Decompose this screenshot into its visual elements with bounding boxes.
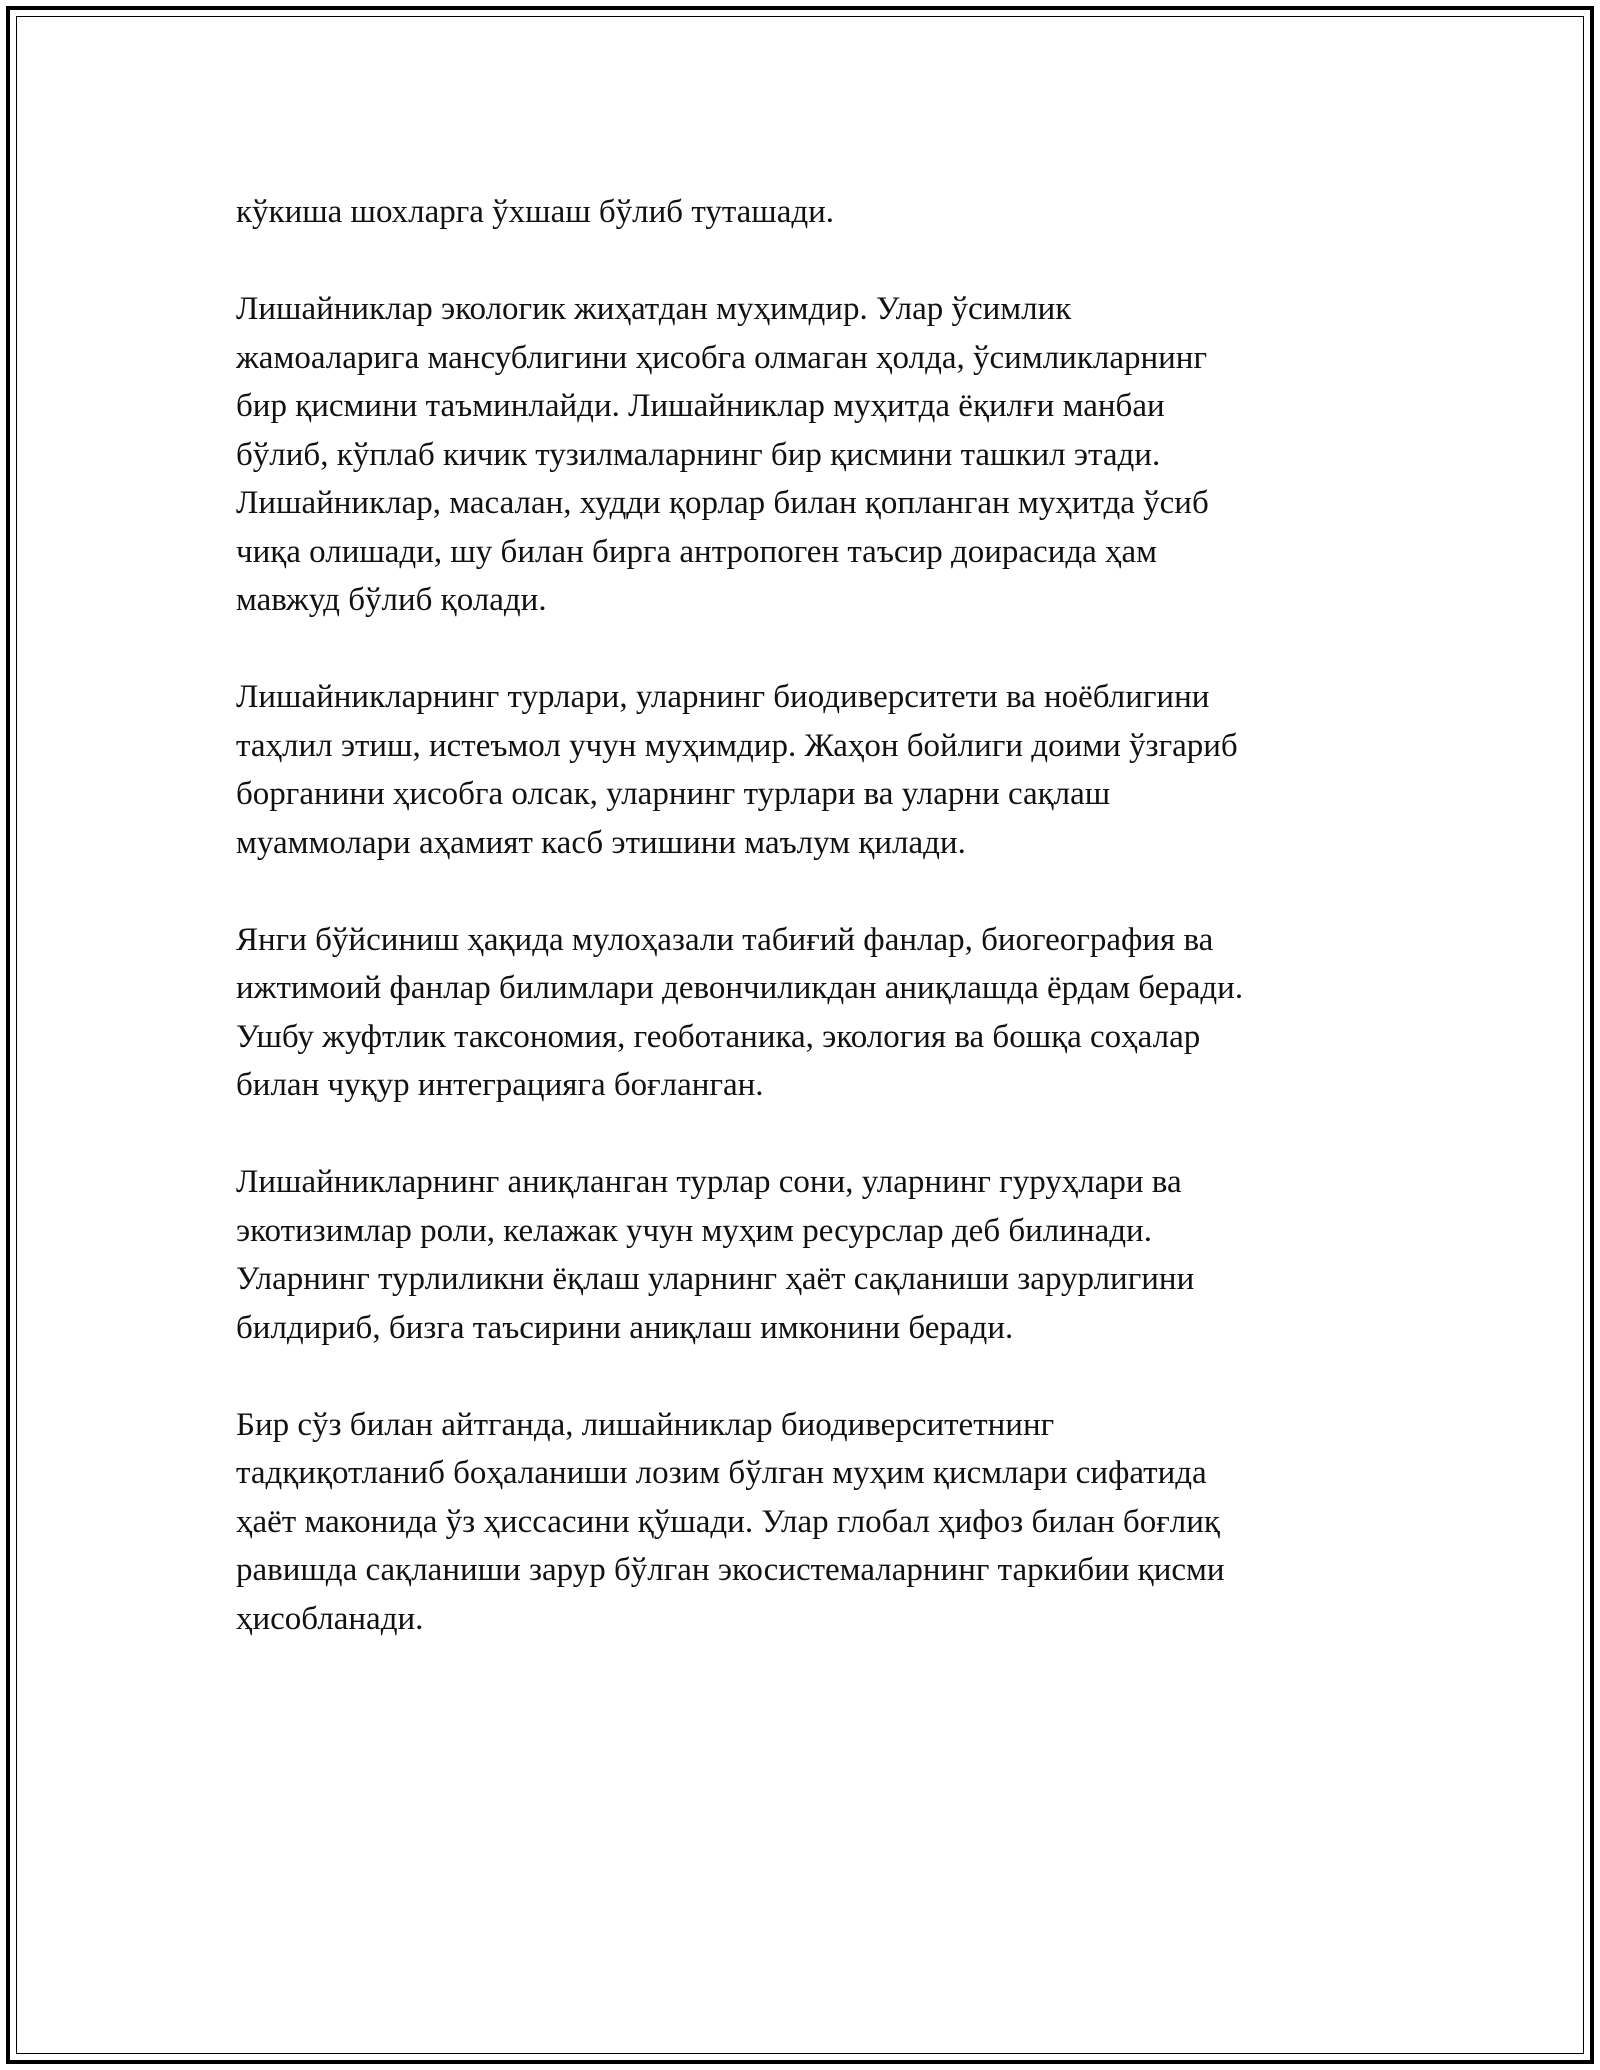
text-line: ҳисобланади. (236, 1600, 424, 1637)
text-line: билан чуқур интеграцияга боғланган. (236, 1067, 764, 1103)
text-line: жамоаларига мансублигини ҳисобга олмаган ҳолда, ўсимликларнинг (236, 339, 1207, 376)
text-line: билдириб, бизга таъсирини аниқлаш имконини беради. (236, 1309, 1014, 1346)
text-line: Ушбу жуфтлик таксономия, геоботаника, экология ва бошқа соҳалар (236, 1018, 1201, 1055)
text-line: муаммолари аҳамият касб этишини маълум қилади. (236, 824, 966, 861)
text-line: Уларнинг турлиликни ёқлаш уларнинг ҳаёт сақланиши зарурлигини (236, 1261, 1195, 1297)
text-line: Лишайниклар, масалан, худди қорлар билан қопланган муҳитда ўсиб (236, 485, 1209, 521)
text-line: экотизимлар роли, келажак учун муҳим ресурслар деб билинади. (236, 1212, 1152, 1249)
paragraph-3 (236, 673, 1386, 867)
text-line: Лишайникларнинг турлари, уларнинг биодиверситети ва ноёблигини (236, 679, 1210, 715)
paragraph-6 (236, 1401, 1386, 1644)
text-line: Янги бўйсиниш ҳақида мулоҳазали табиғий фанлар, биогеография ва (236, 921, 1214, 958)
text-line: борганини ҳисобга олсак, уларнинг турлари ва уларни сақлаш (236, 776, 1111, 812)
text-line: Лишайникларнинг аниқланган турлар сони, уларнинг гуруҳлари ва (236, 1164, 1182, 1200)
text-line: ижтимоий фанлар билимлари девончиликдан аниқлашда ёрдам беради. (236, 970, 1244, 1006)
paragraph-1 (236, 188, 1386, 237)
text-line: равишда сақланиши зарур бўлган экосистемаларнинг таркибии қисми (236, 1552, 1225, 1588)
text-line: таҳлил этиш, истеъмол учун муҳимдир. Жаҳон бойлиги доими ўзгариб (236, 727, 1238, 764)
paragraph-5 (236, 1158, 1386, 1352)
document-body (236, 188, 1386, 1692)
text-line: тадқиқотланиб боҳаланиши лозим бўлган муҳим қисмлари сифатида (236, 1455, 1207, 1491)
text-line: мавжуд бўлиб қолади. (236, 582, 547, 618)
text-line: кўкиша шохларга ўхшаш бўлиб туташади. (236, 194, 835, 230)
text-line: ҳаёт маконида ўз ҳиссасини қўшади. Улар глобал ҳифоз билан боғлиқ (236, 1503, 1220, 1540)
text-line: Лишайниклар экологик жиҳатдан муҳимдир. Улар ўсимлик (236, 291, 1072, 327)
text-line: бир қисмини таъминлайди. Лишайниклар муҳитда ёқилғи манбаи (236, 388, 1165, 424)
paragraph-4 (236, 916, 1386, 1110)
paragraph-2 (236, 285, 1386, 625)
text-line: Бир сўз билан айтганда, лишайниклар биодиверситетнинг (236, 1406, 1055, 1443)
text-line: бўлиб, кўплаб кичик тузилмаларнинг бир қисмини ташкил этади. (236, 436, 1161, 473)
text-line: чиқа олишади, шу билан бирга антропоген таъсир доирасида ҳам (236, 533, 1158, 570)
